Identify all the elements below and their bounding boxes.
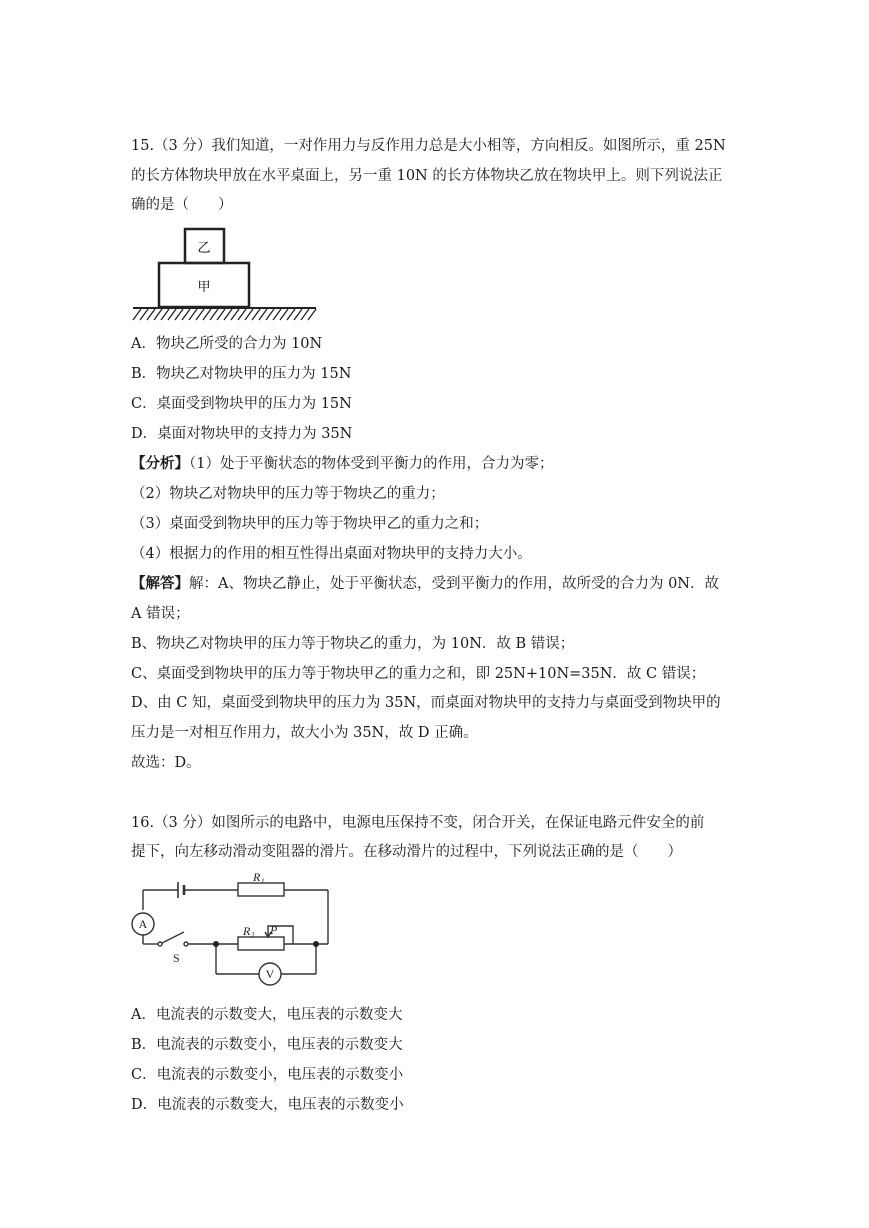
solution-tag: 【解答】 <box>131 575 189 592</box>
q15-option-c: C．桌面受到物块甲的压力为 15N <box>131 396 352 412</box>
q15-solution-line-1 <box>131 575 719 593</box>
q16-circuit-figure <box>128 870 343 990</box>
q15-option-b: B．物块乙对物块甲的压力为 15N <box>131 366 352 382</box>
q16-stem-line-2: 提下，向左移动滑动变阻器的滑片。在移动滑片的过程中，下列说法正确的是（ ） <box>131 844 682 860</box>
switch-label: S <box>173 951 180 965</box>
solution-text: 解：A、物块乙静止，处于平衡状态，受到平衡力的作用，故所受的合力为 0N．故 <box>189 576 719 592</box>
resistor-r1 <box>238 883 284 896</box>
q15-analysis-line-2: （2）物块乙对物块甲的压力等于物块乙的重力； <box>131 486 445 502</box>
q15-solution-line-3: B、物块乙对物块甲的压力等于物块乙的重力，为 10N．故 B 错误； <box>131 636 575 652</box>
q15-analysis-line-1 <box>131 455 553 473</box>
analysis-tag: 【分析】 <box>131 455 189 472</box>
q16-option-b: B．电流表的示数变小，电压表的示数变大 <box>131 1037 403 1053</box>
block-yi-label: 乙 <box>197 241 211 256</box>
q15-solution-line-2: A 错误； <box>131 606 190 622</box>
q16-stem-line-1: 16.（3 分）如图所示的电路中，电源电压保持不变，闭合开关，在保证电路元件安全的前 <box>131 815 705 831</box>
q15-solution-line-5: D、由 C 知，桌面受到物块甲的压力为 35N，而桌面对物块甲的支持力与桌面受到物块甲的 <box>131 695 721 711</box>
q15-stem-line-1: 15.（3 分）我们知道，一对作用力与反作用力总是大小相等，方向相反。如图所示，重 25N <box>131 138 726 154</box>
voltmeter-label: V <box>265 967 275 981</box>
q15-solution-line-7: 故选：D。 <box>131 755 201 771</box>
slider-label: P <box>270 923 278 937</box>
q16-option-d: D．电流表的示数变大，电压表的示数变小 <box>131 1097 404 1113</box>
ammeter-label: A <box>138 917 148 931</box>
q16-option-a: A．电流表的示数变大，电压表的示数变大 <box>131 1007 403 1023</box>
q15-analysis-line-4: （4）根据力的作用的相互性得出桌面对物块甲的支持力大小。 <box>131 546 532 562</box>
q15-solution-line-6: 压力是一对相互作用力，故大小为 35N，故 D 正确。 <box>131 725 478 741</box>
q15-stem-line-2: 的长方体物块甲放在水平桌面上，另一重 10N 的长方体物块乙放在物块甲上。则下列说法正 <box>131 168 723 184</box>
q15-analysis-line-3: （3）桌面受到物块甲的压力等于物块甲乙的重力之和； <box>131 516 489 532</box>
q15-option-a: A．物块乙所受的合力为 10N <box>131 336 323 352</box>
analysis-text: （1）处于平衡状态的物体受到平衡力的作用，合力为零； <box>189 456 554 472</box>
q15-option-d: D．桌面对物块甲的支持力为 35N <box>131 426 353 442</box>
q15-solution-line-4: C、桌面受到物块甲的压力等于物块甲乙的重力之和，即 25N+10N=35N．故 C 错误； <box>131 666 706 682</box>
r2-label: R₂ <box>243 924 255 938</box>
resistor-r2 <box>238 937 284 950</box>
q16-option-c: C．电流表的示数变小，电压表的示数变小 <box>131 1067 404 1083</box>
q15-blocks-figure <box>128 224 320 324</box>
block-jia-label: 甲 <box>197 280 211 295</box>
r1-label: R₁ <box>253 870 265 884</box>
table-hatching <box>133 309 316 320</box>
switch-s <box>162 932 184 943</box>
q15-stem-line-3: 确的是（ ） <box>131 197 233 213</box>
